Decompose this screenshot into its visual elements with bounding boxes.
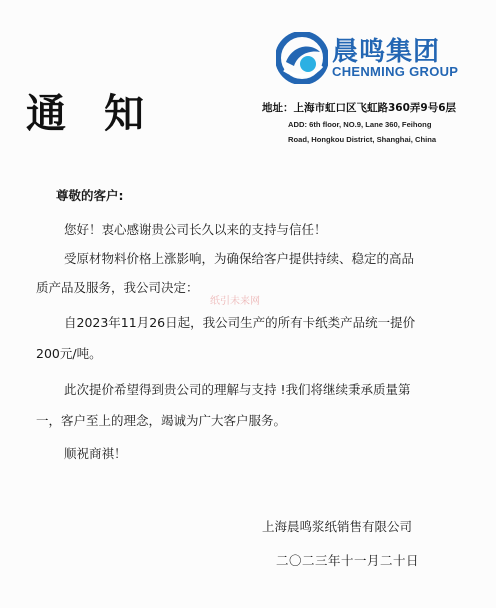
body-line: 您好！衷心感谢贵公司长久以来的支持与信任！ bbox=[64, 222, 327, 237]
address-en-line: Road, Hongkou District, Shanghai, China bbox=[288, 135, 437, 144]
body-line: 质产品及服务，我公司决定： bbox=[36, 280, 199, 295]
watermark: 纸引未来网 bbox=[210, 296, 260, 307]
signature-company: 上海晨鸣浆纸销售有限公司 bbox=[262, 519, 413, 534]
logo-name-en: CHENMING GROUP bbox=[332, 64, 459, 79]
body-line: 受原材物料价格上涨影响，为确保给客户提供持续、稳定的高品 bbox=[64, 251, 415, 266]
address-en-line: ADD: 6th floor, NO.9, Lane 360, Feihong bbox=[288, 120, 432, 129]
signature-date: 二〇二三年十一月二十日 bbox=[276, 553, 420, 568]
address-en bbox=[288, 117, 468, 147]
body-line: 自2023年11月26日起，我公司生产的所有卡纸类产品统一提价 bbox=[64, 315, 416, 330]
chenming-logo-icon bbox=[276, 32, 328, 84]
body-line: 此次提价希望得到贵公司的理解与支持 !我们将继续秉承质量第 bbox=[64, 382, 411, 397]
body-line: 一，客户至上的理念，竭诚为广大客户服务。 bbox=[36, 413, 287, 428]
greeting: 尊敬的客户: bbox=[56, 188, 124, 203]
notice-title: 通知 bbox=[26, 91, 182, 137]
company-logo bbox=[276, 30, 466, 86]
address-cn: 地址：上海市虹口区飞虹路360弄9号6层 bbox=[262, 102, 457, 114]
body-line: 200元/吨。 bbox=[36, 346, 102, 361]
logo-name-cn: 晨鸣集团 bbox=[332, 37, 441, 67]
body-line: 顺祝商祺！ bbox=[64, 446, 127, 461]
